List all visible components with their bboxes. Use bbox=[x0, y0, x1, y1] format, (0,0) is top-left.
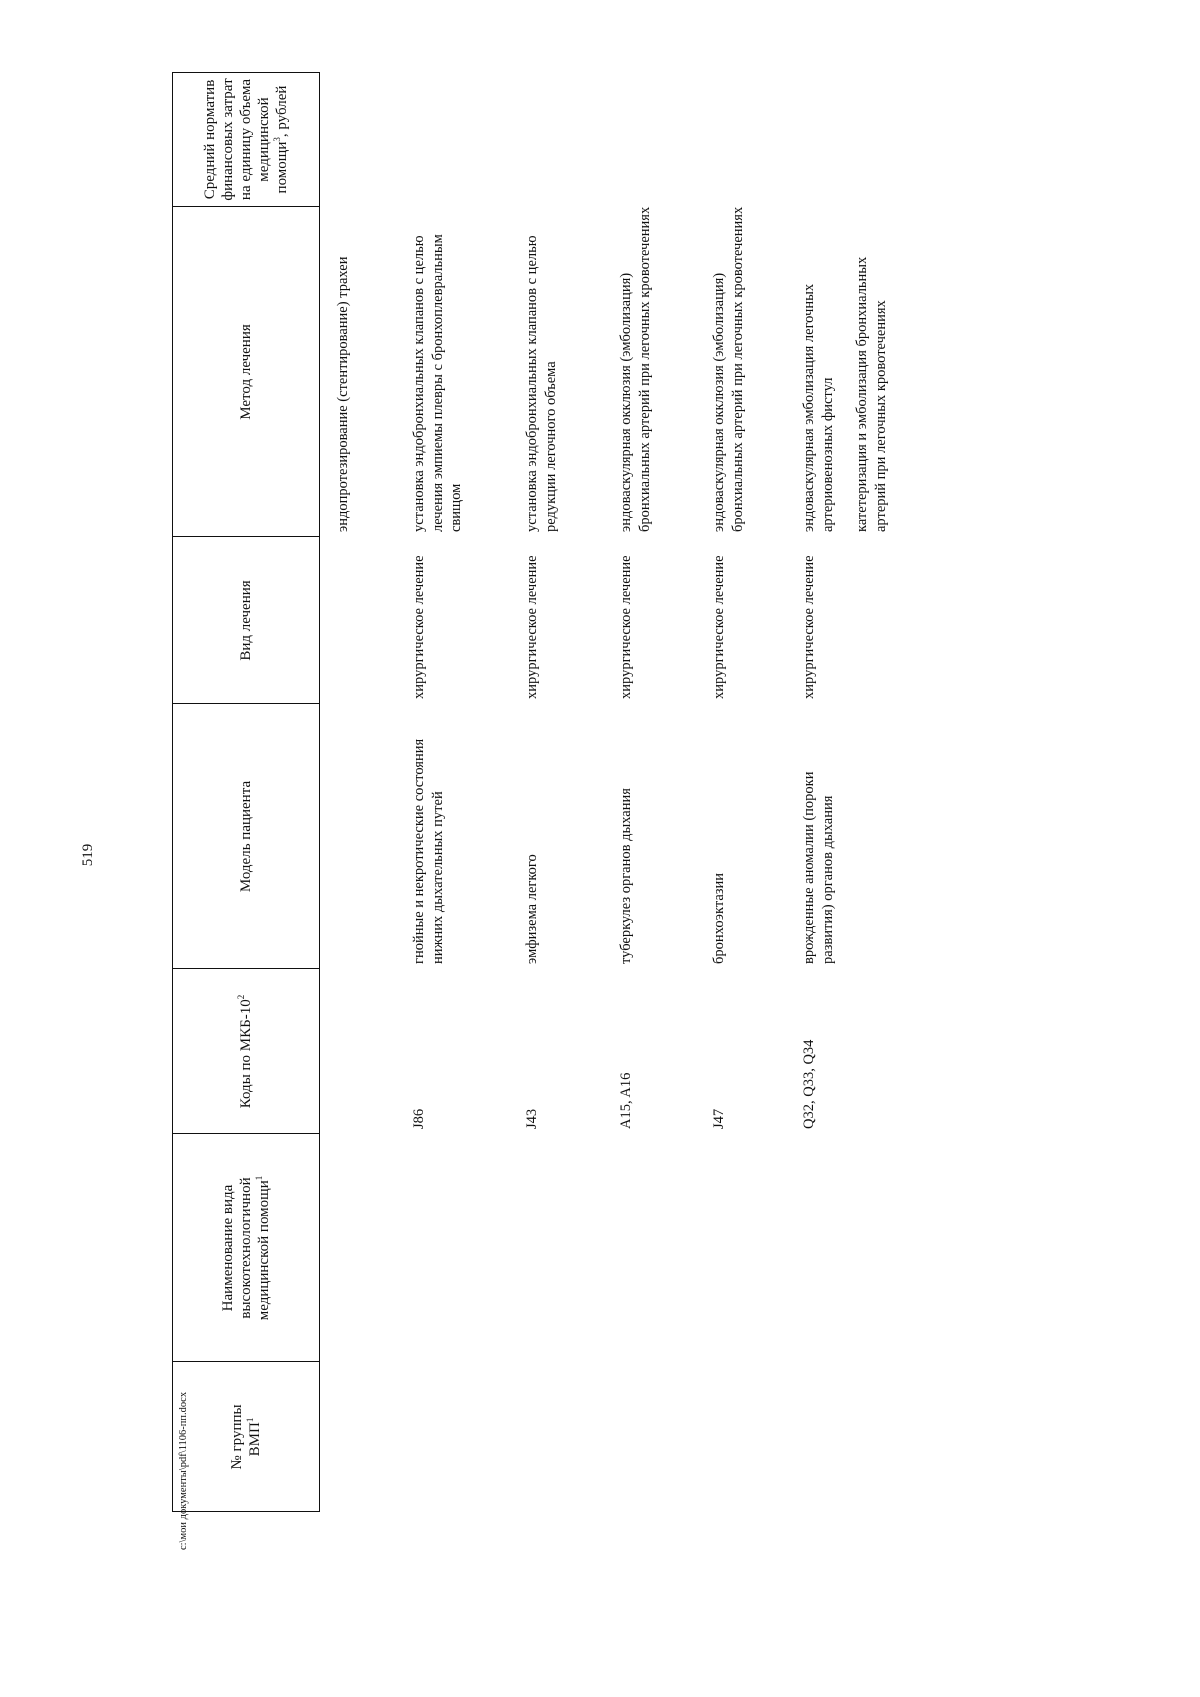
cell-model: гнойные и некротические состояния нижних дыхательных путей bbox=[411, 738, 446, 964]
cell-type: хирургическое лечение bbox=[411, 555, 427, 699]
cell-method bbox=[523, 206, 560, 532]
header-patient-model-text: Модель пациента bbox=[238, 780, 254, 893]
header-group-no-text: № группы ВМП bbox=[229, 1404, 263, 1470]
method-item: эндопротезирование (стентирование) трахеи bbox=[335, 256, 351, 532]
header-norm-suffix: , рублей bbox=[274, 85, 290, 138]
header-norm-sup: 3 bbox=[272, 137, 282, 142]
cell-type: хирургическое лечение bbox=[524, 555, 540, 699]
cell-type: хирургическое лечение bbox=[711, 555, 727, 699]
cell-code: Q32, Q33, Q34 bbox=[801, 1039, 817, 1129]
cell-model: бронхоэктазии bbox=[711, 872, 727, 964]
header-codes-text: Коды по МКБ-10 bbox=[238, 999, 254, 1109]
cell-type: хирургическое лечение bbox=[801, 555, 817, 699]
header-norm-text: Средний норматив финансовых затрат на единицу объема медицинской помощи bbox=[202, 78, 290, 201]
table bbox=[172, 72, 1032, 1512]
method-item: установка эндобронхиальных клапанов с целью лечения эмпиемы плевры с бронхоплевральным свищом bbox=[411, 234, 464, 532]
header-codes-sup: 2 bbox=[236, 994, 246, 1000]
header-norm bbox=[172, 72, 320, 207]
header-name-sup: 1 bbox=[254, 1175, 264, 1181]
header-name-text: Наименование вида высокотехнологичной медицинской помощи bbox=[220, 1177, 272, 1321]
header-method-text: Метод лечения bbox=[238, 324, 254, 420]
page-number: 519 bbox=[80, 843, 96, 867]
header-group-no-sup: 1 bbox=[245, 1417, 255, 1423]
footer-file-path: c:\мои документы\pdf\1106-пп.docx bbox=[178, 1391, 189, 1550]
cell-method bbox=[710, 206, 747, 532]
cell-code: J86 bbox=[411, 1108, 427, 1129]
cell-method bbox=[410, 206, 466, 532]
cell-model: врожденные аномалии (пороки развития) органов дыхания bbox=[801, 771, 836, 964]
header-name bbox=[172, 1134, 320, 1362]
method-item: установка эндобронхиальных клапанов с целью редукции легочного объема bbox=[524, 235, 559, 532]
header-treatment-type-text: Вид лечения bbox=[238, 580, 254, 661]
method-item: эндоваскулярная окклюзия (эмболизация) бронхиальных артерий при легочных кровотечениях bbox=[618, 206, 653, 532]
method-item: эндоваскулярная окклюзия (эмболизация) бронхиальных артерий при легочных кровотечениях bbox=[711, 206, 746, 532]
header-patient-model bbox=[172, 704, 320, 969]
cell-type: хирургическое лечение bbox=[618, 555, 634, 699]
cell-method bbox=[334, 206, 353, 532]
cell-model: эмфизема легкого bbox=[524, 854, 540, 964]
cell-method bbox=[800, 206, 890, 532]
header-group-no bbox=[172, 1362, 320, 1512]
cell-code: A15, A16 bbox=[618, 1072, 634, 1129]
header-treatment-type bbox=[172, 537, 320, 704]
method-item: катетеризация и эмболизация бронхиальных артерий при легочных кровотечениях bbox=[854, 256, 889, 532]
cell-method bbox=[617, 206, 654, 532]
method-item: эндоваскулярная эмболизация легочных артериовенозных фистул bbox=[801, 283, 836, 532]
cell-code: J47 bbox=[711, 1108, 727, 1129]
cell-code: J43 bbox=[524, 1108, 540, 1129]
cell-model: туберкулез органов дыхания bbox=[618, 788, 634, 964]
header-method bbox=[172, 207, 320, 537]
header-codes bbox=[172, 969, 320, 1134]
